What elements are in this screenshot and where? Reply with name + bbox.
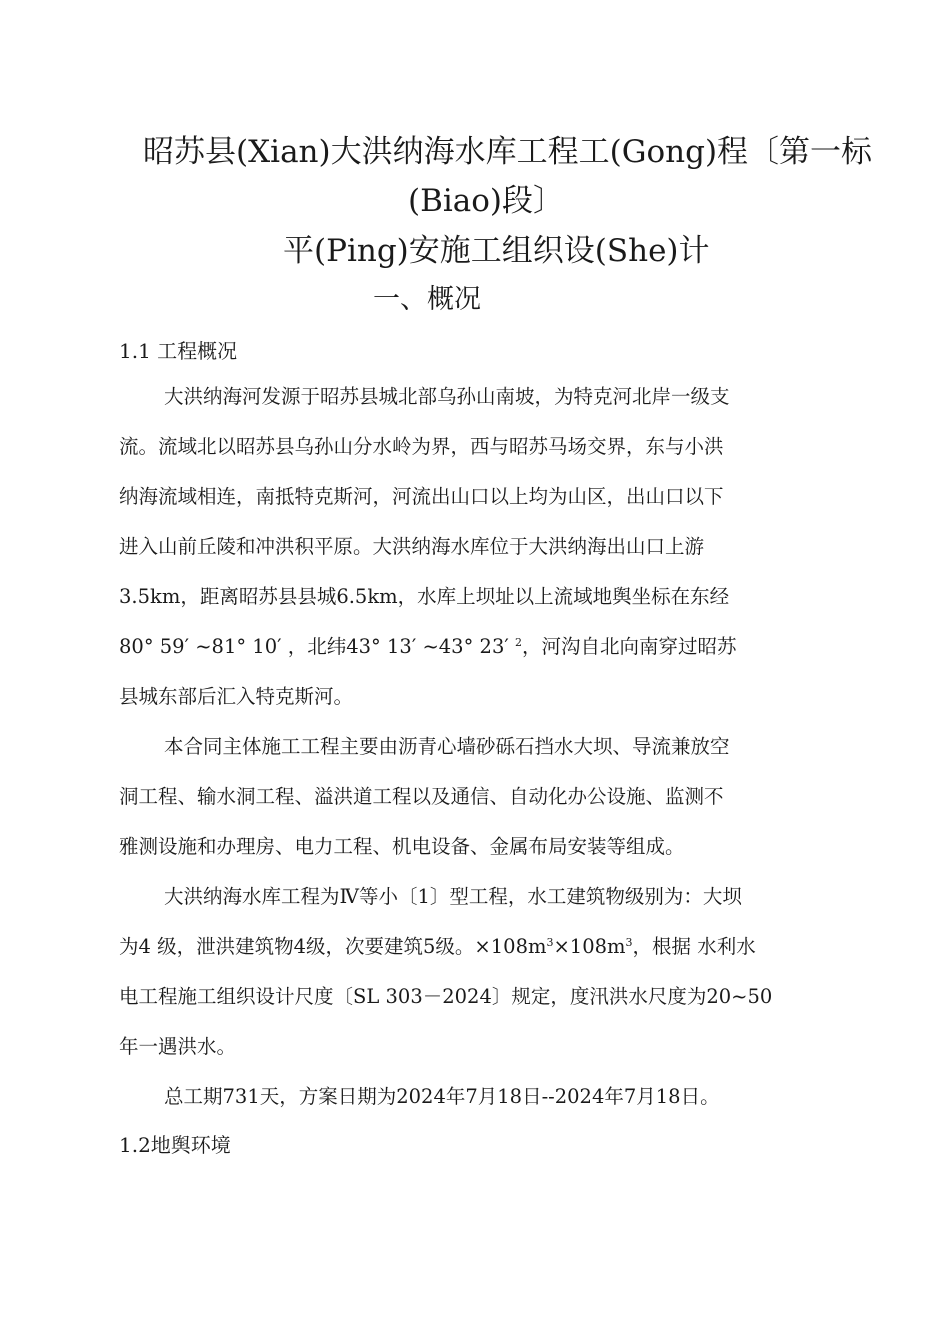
paragraph-line: 雅测设施和办理房、电力工程、机电设备、金属布局安装等组成。 — [119, 835, 685, 858]
section-title: 一、概况 — [373, 284, 481, 315]
paragraph-line-coordinates — [119, 633, 737, 661]
paragraph-line-units — [119, 933, 756, 961]
paragraph-line: 本合同主体施工工程主要由沥青心墙砂砾石挡水大坝、导流兼放空 — [164, 735, 730, 758]
footnote-marker: 2 — [514, 636, 522, 649]
paragraph-line: 3.5km，距离昭苏县县城6.5km，水库上坝址以上流域地舆坐标在东经 — [119, 585, 730, 608]
document-title-line-3: 平(Ping)安施工组织设(She)计 — [283, 233, 710, 269]
document-title-line-1: 昭苏县(Xian)大洪纳海水库工程工(Gong)程〔第一标 — [143, 134, 873, 170]
paragraph-line: 大洪纳海河发源于昭苏县城北部乌孙山南坡，为特克河北岸一级支 — [164, 385, 730, 408]
subsection-heading-overview: 1.1 工程概况 — [119, 339, 238, 363]
document-title-line-2: (Biao)段〕 — [408, 183, 565, 219]
paragraph-line-schedule: 总工期731天，方案日期为2024年7月18日--2024年7月18日。 — [164, 1085, 720, 1108]
coordinates-text-tail: ，河沟自北向南穿过昭苏 — [521, 635, 737, 658]
paragraph-line: 流。流域北以昭苏县乌孙山分水岭为界，西与昭苏马场交界，东与小洪 — [119, 435, 724, 458]
superscript-3: 3 — [546, 936, 554, 949]
units-text: 为4 级，泄洪建筑物4级，次要建筑5级。×108m — [119, 935, 547, 958]
units-text-tail: ，根据 水利水 — [632, 935, 756, 958]
paragraph-line: 大洪纳海水库工程为Ⅳ等小〔1〕型工程，水工建筑物级别为：大坝 — [164, 885, 742, 908]
coordinates-text: 80° 59′ ~81° 10′ ，北纬43° 13′ ~43° 23′ — [119, 635, 515, 658]
paragraph-line: 纳海流域相连，南抵特克斯河，河流出山口以上均为山区，出山口以下 — [119, 485, 724, 508]
units-text: ×108m — [553, 935, 626, 958]
subsection-heading-geography: 1.2地舆环境 — [119, 1133, 231, 1157]
paragraph-line: 电工程施工组织设计尺度〔SL 303－2024〕规定，度汛洪水尺度为20~50 — [119, 985, 773, 1008]
paragraph-line: 进入山前丘陵和冲洪积平原。大洪纳海水库位于大洪纳海出山口上游 — [119, 535, 705, 558]
superscript-3: 3 — [625, 936, 633, 949]
paragraph-line: 年一遇洪水。 — [119, 1035, 237, 1058]
paragraph-line: 县城东部后汇入特克斯河。 — [119, 685, 354, 708]
paragraph-line: 洞工程、输水洞工程、溢洪道工程以及通信、自动化办公设施、监测不 — [119, 785, 724, 808]
